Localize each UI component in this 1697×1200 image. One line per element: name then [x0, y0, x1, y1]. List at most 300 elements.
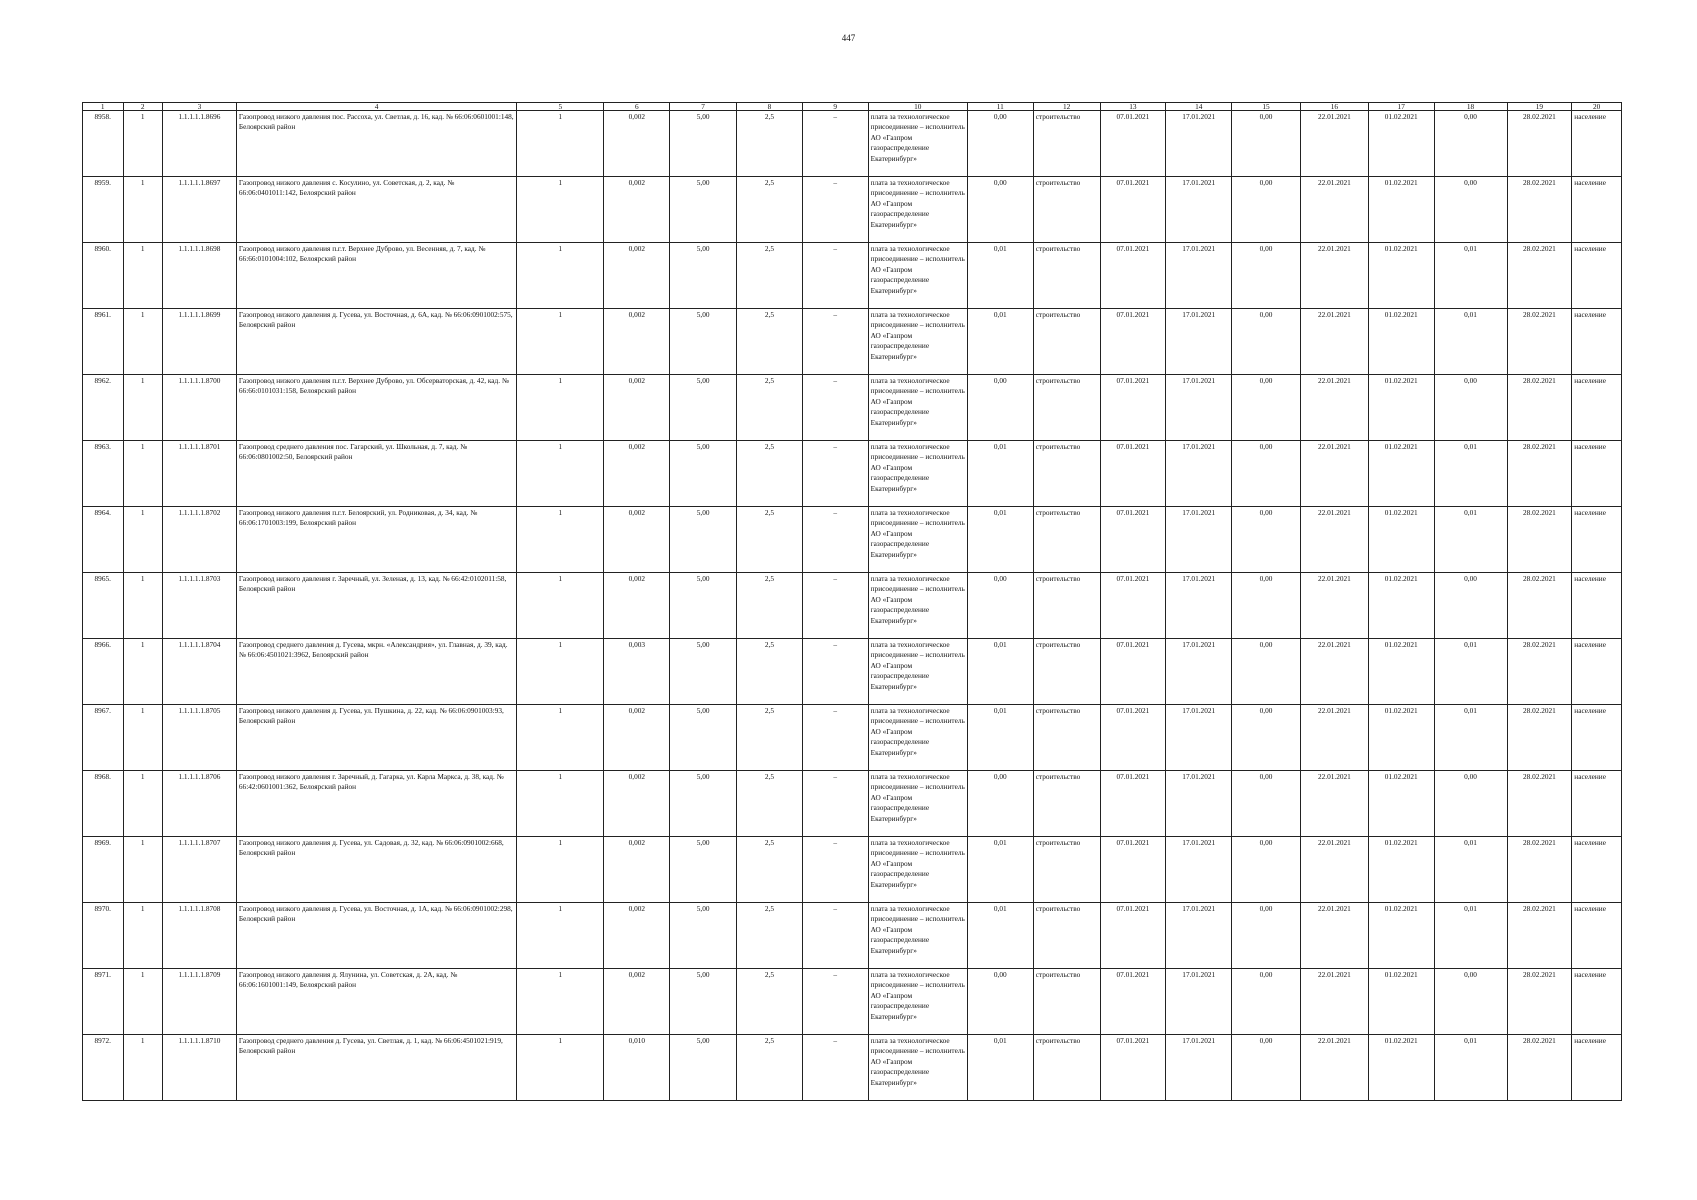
cell-col-2-value: 1 — [123, 903, 162, 969]
cell-col-2-value: 1 — [123, 969, 162, 1035]
cell-col-18-value: 0,01 — [1434, 705, 1507, 771]
cell-length-value: 0,002 — [604, 705, 670, 771]
cell-col-9-value: – — [802, 837, 868, 903]
cell-col-11-value: 0,00 — [967, 969, 1033, 1035]
cell-col-15-value: 0,00 — [1232, 507, 1301, 573]
cell-row-number: 8969. — [83, 837, 124, 903]
cell-date-col-17: 01.02.2021 — [1368, 375, 1434, 441]
cell-diameter-value: 2,5 — [737, 441, 803, 507]
cell-row-number: 8966. — [83, 639, 124, 705]
cell-col-9-value: – — [802, 441, 868, 507]
cell-consumer-category: население — [1572, 1035, 1622, 1101]
cell-object-code: 1.1.1.1.1.8703 — [162, 573, 236, 639]
cell-row-number: 8960. — [83, 243, 124, 309]
cell-financing-source: плата за технологическое присоединение – исполнитель АО «Газпром газораспределение Екатеринбург» — [868, 441, 967, 507]
cell-col-15-value: 0,00 — [1232, 177, 1301, 243]
cell-length-value: 0,010 — [604, 1035, 670, 1101]
cell-date-col-17: 01.02.2021 — [1368, 111, 1434, 177]
cell-object-code: 1.1.1.1.1.8710 — [162, 1035, 236, 1101]
cell-date-col-14: 17.01.2021 — [1166, 771, 1232, 837]
cell-col-5-value: 1 — [517, 111, 604, 177]
cell-date-col-17: 01.02.2021 — [1368, 1035, 1434, 1101]
cell-col-2-value: 1 — [123, 441, 162, 507]
cell-date-col-13: 07.01.2021 — [1100, 639, 1166, 705]
cell-col-5-value: 1 — [517, 375, 604, 441]
column-header-12: 12 — [1033, 103, 1100, 111]
cell-date-col-19: 28.02.2021 — [1507, 507, 1572, 573]
cell-date-col-19: 28.02.2021 — [1507, 375, 1572, 441]
cell-object-code: 1.1.1.1.1.8701 — [162, 441, 236, 507]
cell-col-18-value: 0,00 — [1434, 969, 1507, 1035]
cell-object-description: Газопровод низкого давления п.г.т. Верхнее Дуброво, ул. Обсерваторская, д. 42, кад. № 66:66:0101031:158, Белоярский район — [236, 375, 516, 441]
cell-col-9-value: – — [802, 639, 868, 705]
table-row — [83, 1035, 1622, 1101]
cell-diameter-value: 2,5 — [737, 507, 803, 573]
cell-row-number: 8961. — [83, 309, 124, 375]
cell-date-col-17: 01.02.2021 — [1368, 903, 1434, 969]
column-header-14: 14 — [1166, 103, 1232, 111]
table-row — [83, 705, 1622, 771]
cell-date-col-13: 07.01.2021 — [1100, 243, 1166, 309]
cell-object-description: Газопровод среднего давления пос. Гагарский, ул. Школьная, д. 7, кад. № 66:06:0801002:50, Белоярский район — [236, 441, 516, 507]
cell-consumer-category: население — [1572, 375, 1622, 441]
cell-col-5-value: 1 — [517, 243, 604, 309]
cell-col-11-value: 0,01 — [967, 705, 1033, 771]
cell-col-18-value: 0,01 — [1434, 639, 1507, 705]
cell-financing-source: плата за технологическое присоединение – исполнитель АО «Газпром газораспределение Екатеринбург» — [868, 969, 967, 1035]
cell-date-col-14: 17.01.2021 — [1166, 969, 1232, 1035]
cell-financing-source: плата за технологическое присоединение – исполнитель АО «Газпром газораспределение Екатеринбург» — [868, 243, 967, 309]
table-body — [83, 111, 1622, 1101]
cell-consumer-category: население — [1572, 507, 1622, 573]
column-header-6: 6 — [604, 103, 670, 111]
cell-col-9-value: – — [802, 177, 868, 243]
cell-work-type: строительство — [1033, 177, 1100, 243]
cell-date-col-17: 01.02.2021 — [1368, 243, 1434, 309]
cell-consumer-category: население — [1572, 573, 1622, 639]
cell-length-value: 0,002 — [604, 507, 670, 573]
cell-date-col-13: 07.01.2021 — [1100, 507, 1166, 573]
cell-length-value: 0,002 — [604, 837, 670, 903]
cell-date-col-19: 28.02.2021 — [1507, 309, 1572, 375]
cell-date-col-16: 22.01.2021 — [1300, 243, 1368, 309]
cell-col-11-value: 0,01 — [967, 441, 1033, 507]
cell-date-col-13: 07.01.2021 — [1100, 969, 1166, 1035]
cell-col-2-value: 1 — [123, 309, 162, 375]
cell-object-description: Газопровод среднего давления д. Гусева, ул. Светлая, д. 1, кад. № 66:06:4501021:919, Белоярский район — [236, 1035, 516, 1101]
cell-object-code: 1.1.1.1.1.8706 — [162, 771, 236, 837]
cell-col-11-value: 0,01 — [967, 1035, 1033, 1101]
cell-pressure-value: 5,00 — [670, 705, 737, 771]
column-header-16: 16 — [1300, 103, 1368, 111]
cell-date-col-16: 22.01.2021 — [1300, 309, 1368, 375]
cell-date-col-14: 17.01.2021 — [1166, 441, 1232, 507]
cell-length-value: 0,002 — [604, 771, 670, 837]
cell-date-col-16: 22.01.2021 — [1300, 903, 1368, 969]
cell-col-18-value: 0,00 — [1434, 573, 1507, 639]
cell-date-col-19: 28.02.2021 — [1507, 1035, 1572, 1101]
cell-col-18-value: 0,00 — [1434, 177, 1507, 243]
cell-col-9-value: – — [802, 309, 868, 375]
cell-object-code: 1.1.1.1.1.8699 — [162, 309, 236, 375]
cell-col-9-value: – — [802, 507, 868, 573]
cell-col-5-value: 1 — [517, 639, 604, 705]
cell-date-col-14: 17.01.2021 — [1166, 837, 1232, 903]
cell-length-value: 0,002 — [604, 243, 670, 309]
cell-object-description: Газопровод низкого давления д. Гусева, ул. Восточная, д. 6А, кад. № 66:06:0901002:575, Белоярский район — [236, 309, 516, 375]
cell-date-col-13: 07.01.2021 — [1100, 309, 1166, 375]
cell-object-description: Газопровод низкого давления с. Косулино, ул. Советская, д. 2, кад. № 66:06:0401011:142, Белоярский район — [236, 177, 516, 243]
cell-object-code: 1.1.1.1.1.8708 — [162, 903, 236, 969]
cell-col-11-value: 0,01 — [967, 903, 1033, 969]
cell-col-15-value: 0,00 — [1232, 969, 1301, 1035]
cell-col-15-value: 0,00 — [1232, 639, 1301, 705]
cell-pressure-value: 5,00 — [670, 639, 737, 705]
cell-work-type: строительство — [1033, 1035, 1100, 1101]
cell-date-col-16: 22.01.2021 — [1300, 837, 1368, 903]
cell-col-15-value: 0,00 — [1232, 771, 1301, 837]
column-header-20: 20 — [1572, 103, 1622, 111]
cell-object-description: Газопровод низкого давления пос. Рассоха, ул. Светлая, д. 16, кад. № 66:06:0601001:148, Белоярский район — [236, 111, 516, 177]
cell-date-col-16: 22.01.2021 — [1300, 969, 1368, 1035]
cell-col-5-value: 1 — [517, 837, 604, 903]
cell-col-9-value: – — [802, 1035, 868, 1101]
cell-date-col-17: 01.02.2021 — [1368, 507, 1434, 573]
cell-diameter-value: 2,5 — [737, 309, 803, 375]
cell-work-type: строительство — [1033, 969, 1100, 1035]
cell-col-5-value: 1 — [517, 573, 604, 639]
cell-date-col-19: 28.02.2021 — [1507, 243, 1572, 309]
cell-financing-source: плата за технологическое присоединение – исполнитель АО «Газпром газораспределение Екатеринбург» — [868, 375, 967, 441]
cell-consumer-category: население — [1572, 771, 1622, 837]
cell-date-col-16: 22.01.2021 — [1300, 177, 1368, 243]
cell-date-col-14: 17.01.2021 — [1166, 177, 1232, 243]
table-row — [83, 111, 1622, 177]
cell-date-col-19: 28.02.2021 — [1507, 111, 1572, 177]
cell-col-18-value: 0,00 — [1434, 375, 1507, 441]
column-header-11: 11 — [967, 103, 1033, 111]
cell-length-value: 0,002 — [604, 969, 670, 1035]
cell-object-description: Газопровод низкого давления д. Гусева, ул. Пушкина, д. 22, кад. № 66:06:0901003:93, Белоярский район — [236, 705, 516, 771]
cell-work-type: строительство — [1033, 771, 1100, 837]
cell-col-15-value: 0,00 — [1232, 243, 1301, 309]
cell-date-col-19: 28.02.2021 — [1507, 837, 1572, 903]
cell-date-col-13: 07.01.2021 — [1100, 573, 1166, 639]
cell-financing-source: плата за технологическое присоединение – исполнитель АО «Газпром газораспределение Екатеринбург» — [868, 639, 967, 705]
cell-date-col-14: 17.01.2021 — [1166, 309, 1232, 375]
cell-object-code: 1.1.1.1.1.8697 — [162, 177, 236, 243]
cell-date-col-13: 07.01.2021 — [1100, 441, 1166, 507]
cell-work-type: строительство — [1033, 441, 1100, 507]
cell-col-2-value: 1 — [123, 507, 162, 573]
cell-object-description: Газопровод низкого давления д. Ялунина, ул. Советская, д. 2А, кад. № 66:06:1601001:149, Белоярский район — [236, 969, 516, 1035]
cell-work-type: строительство — [1033, 705, 1100, 771]
cell-col-15-value: 0,00 — [1232, 441, 1301, 507]
cell-work-type: строительство — [1033, 837, 1100, 903]
cell-pressure-value: 5,00 — [670, 969, 737, 1035]
column-header-7: 7 — [670, 103, 737, 111]
column-header-19: 19 — [1507, 103, 1572, 111]
cell-object-code: 1.1.1.1.1.8702 — [162, 507, 236, 573]
table-row — [83, 507, 1622, 573]
cell-pressure-value: 5,00 — [670, 903, 737, 969]
cell-pressure-value: 5,00 — [670, 111, 737, 177]
cell-col-2-value: 1 — [123, 705, 162, 771]
table-row — [83, 639, 1622, 705]
cell-financing-source: плата за технологическое присоединение – исполнитель АО «Газпром газораспределение Екатеринбург» — [868, 507, 967, 573]
cell-pressure-value: 5,00 — [670, 1035, 737, 1101]
cell-col-2-value: 1 — [123, 639, 162, 705]
cell-date-col-13: 07.01.2021 — [1100, 771, 1166, 837]
cell-col-5-value: 1 — [517, 903, 604, 969]
cell-col-9-value: – — [802, 903, 868, 969]
cell-object-description: Газопровод низкого давления п.г.т. Белоярский, ул. Родниковая, д. 34, кад. № 66:06:1701003:199, Белоярский район — [236, 507, 516, 573]
column-header-18: 18 — [1434, 103, 1507, 111]
cell-col-2-value: 1 — [123, 1035, 162, 1101]
cell-date-col-19: 28.02.2021 — [1507, 903, 1572, 969]
cell-pressure-value: 5,00 — [670, 309, 737, 375]
cell-row-number: 8968. — [83, 771, 124, 837]
cell-work-type: строительство — [1033, 507, 1100, 573]
cell-col-2-value: 1 — [123, 111, 162, 177]
cell-diameter-value: 2,5 — [737, 375, 803, 441]
cell-col-15-value: 0,00 — [1232, 375, 1301, 441]
cell-pressure-value: 5,00 — [670, 177, 737, 243]
cell-object-description: Газопровод низкого давления д. Гусева, ул. Садовая, д. 32, кад. № 66:06:0901002:668, Белоярский район — [236, 837, 516, 903]
cell-work-type: строительство — [1033, 111, 1100, 177]
cell-diameter-value: 2,5 — [737, 903, 803, 969]
cell-row-number: 8967. — [83, 705, 124, 771]
page-number: 447 — [841, 33, 856, 43]
cell-financing-source: плата за технологическое присоединение – исполнитель АО «Газпром газораспределение Екатеринбург» — [868, 573, 967, 639]
cell-col-18-value: 0,01 — [1434, 507, 1507, 573]
cell-pressure-value: 5,00 — [670, 837, 737, 903]
table-row — [83, 243, 1622, 309]
cell-col-2-value: 1 — [123, 177, 162, 243]
cell-financing-source: плата за технологическое присоединение – исполнитель АО «Газпром газораспределение Екатеринбург» — [868, 771, 967, 837]
cell-date-col-14: 17.01.2021 — [1166, 111, 1232, 177]
cell-col-2-value: 1 — [123, 573, 162, 639]
cell-consumer-category: население — [1572, 705, 1622, 771]
cell-col-2-value: 1 — [123, 243, 162, 309]
cell-col-18-value: 0,01 — [1434, 1035, 1507, 1101]
cell-date-col-19: 28.02.2021 — [1507, 969, 1572, 1035]
header-row — [83, 103, 1622, 111]
cell-row-number: 8963. — [83, 441, 124, 507]
cell-work-type: строительство — [1033, 573, 1100, 639]
column-header-17: 17 — [1368, 103, 1434, 111]
cell-length-value: 0,002 — [604, 573, 670, 639]
cell-date-col-16: 22.01.2021 — [1300, 639, 1368, 705]
cell-diameter-value: 2,5 — [737, 1035, 803, 1101]
cell-date-col-14: 17.01.2021 — [1166, 375, 1232, 441]
cell-diameter-value: 2,5 — [737, 243, 803, 309]
cell-col-2-value: 1 — [123, 771, 162, 837]
cell-date-col-14: 17.01.2021 — [1166, 903, 1232, 969]
cell-date-col-19: 28.02.2021 — [1507, 441, 1572, 507]
cell-object-code: 1.1.1.1.1.8704 — [162, 639, 236, 705]
cell-col-9-value: – — [802, 969, 868, 1035]
column-header-8: 8 — [737, 103, 803, 111]
cell-col-18-value: 0,01 — [1434, 903, 1507, 969]
cell-col-9-value: – — [802, 705, 868, 771]
cell-diameter-value: 2,5 — [737, 771, 803, 837]
cell-col-5-value: 1 — [517, 705, 604, 771]
column-header-4: 4 — [236, 103, 516, 111]
cell-col-18-value: 0,00 — [1434, 771, 1507, 837]
cell-work-type: строительство — [1033, 639, 1100, 705]
cell-col-5-value: 1 — [517, 309, 604, 375]
cell-consumer-category: население — [1572, 903, 1622, 969]
cell-pressure-value: 5,00 — [670, 441, 737, 507]
cell-col-18-value: 0,01 — [1434, 309, 1507, 375]
cell-date-col-14: 17.01.2021 — [1166, 507, 1232, 573]
cell-financing-source: плата за технологическое присоединение – исполнитель АО «Газпром газораспределение Екатеринбург» — [868, 111, 967, 177]
cell-row-number: 8971. — [83, 969, 124, 1035]
cell-col-11-value: 0,01 — [967, 309, 1033, 375]
cell-length-value: 0,002 — [604, 309, 670, 375]
cell-col-15-value: 0,00 — [1232, 111, 1301, 177]
column-header-1: 1 — [83, 103, 124, 111]
cell-consumer-category: население — [1572, 309, 1622, 375]
cell-col-15-value: 0,00 — [1232, 573, 1301, 639]
cell-object-code: 1.1.1.1.1.8707 — [162, 837, 236, 903]
cell-date-col-14: 17.01.2021 — [1166, 1035, 1232, 1101]
cell-col-9-value: – — [802, 111, 868, 177]
cell-object-description: Газопровод среднего давления д. Гусева, мкрн. «Александрия», ул. Главная, д. 39, кад. № 66:06:4501021:3962, Белоярский район — [236, 639, 516, 705]
cell-date-col-16: 22.01.2021 — [1300, 507, 1368, 573]
cell-col-18-value: 0,01 — [1434, 441, 1507, 507]
cell-pressure-value: 5,00 — [670, 375, 737, 441]
cell-pressure-value: 5,00 — [670, 507, 737, 573]
cell-length-value: 0,002 — [604, 441, 670, 507]
cell-diameter-value: 2,5 — [737, 177, 803, 243]
cell-date-col-19: 28.02.2021 — [1507, 177, 1572, 243]
cell-row-number: 8959. — [83, 177, 124, 243]
cell-consumer-category: население — [1572, 639, 1622, 705]
cell-object-description: Газопровод низкого давления п.г.т. Верхнее Дуброво, ул. Весенняя, д. 7, кад. № 66:66:0101004:102, Белоярский район — [236, 243, 516, 309]
table-row — [83, 375, 1622, 441]
cell-financing-source: плата за технологическое присоединение – исполнитель АО «Газпром газораспределение Екатеринбург» — [868, 903, 967, 969]
cell-diameter-value: 2,5 — [737, 837, 803, 903]
cell-col-11-value: 0,00 — [967, 375, 1033, 441]
column-header-5: 5 — [517, 103, 604, 111]
cell-row-number: 8970. — [83, 903, 124, 969]
cell-diameter-value: 2,5 — [737, 969, 803, 1035]
cell-length-value: 0,002 — [604, 177, 670, 243]
cell-consumer-category: население — [1572, 969, 1622, 1035]
cell-length-value: 0,003 — [604, 639, 670, 705]
cell-date-col-17: 01.02.2021 — [1368, 969, 1434, 1035]
cell-col-11-value: 0,01 — [967, 837, 1033, 903]
table-row — [83, 177, 1622, 243]
cell-col-11-value: 0,00 — [967, 771, 1033, 837]
column-header-2: 2 — [123, 103, 162, 111]
cell-col-11-value: 0,01 — [967, 507, 1033, 573]
cell-pressure-value: 5,00 — [670, 243, 737, 309]
cell-date-col-14: 17.01.2021 — [1166, 243, 1232, 309]
cell-diameter-value: 2,5 — [737, 573, 803, 639]
cell-object-code: 1.1.1.1.1.8700 — [162, 375, 236, 441]
cell-col-18-value: 0,01 — [1434, 837, 1507, 903]
cell-date-col-13: 07.01.2021 — [1100, 903, 1166, 969]
cell-col-9-value: – — [802, 243, 868, 309]
cell-financing-source: плата за технологическое присоединение – исполнитель АО «Газпром газораспределение Екатеринбург» — [868, 705, 967, 771]
cell-date-col-13: 07.01.2021 — [1100, 375, 1166, 441]
cell-date-col-17: 01.02.2021 — [1368, 639, 1434, 705]
cell-consumer-category: население — [1572, 177, 1622, 243]
cell-col-11-value: 0,00 — [967, 177, 1033, 243]
cell-date-col-16: 22.01.2021 — [1300, 375, 1368, 441]
cell-date-col-13: 07.01.2021 — [1100, 177, 1166, 243]
cell-work-type: строительство — [1033, 309, 1100, 375]
cell-date-col-16: 22.01.2021 — [1300, 705, 1368, 771]
cell-date-col-17: 01.02.2021 — [1368, 573, 1434, 639]
cell-diameter-value: 2,5 — [737, 639, 803, 705]
cell-col-9-value: – — [802, 771, 868, 837]
cell-financing-source: плата за технологическое присоединение – исполнитель АО «Газпром газораспределение Екатеринбург» — [868, 1035, 967, 1101]
table-row — [83, 309, 1622, 375]
cell-financing-source: плата за технологическое присоединение – исполнитель АО «Газпром газораспределение Екатеринбург» — [868, 837, 967, 903]
column-header-10: 10 — [868, 103, 967, 111]
cell-col-5-value: 1 — [517, 507, 604, 573]
cell-date-col-17: 01.02.2021 — [1368, 441, 1434, 507]
cell-col-5-value: 1 — [517, 177, 604, 243]
cell-work-type: строительство — [1033, 243, 1100, 309]
cell-date-col-16: 22.01.2021 — [1300, 573, 1368, 639]
cell-length-value: 0,002 — [604, 111, 670, 177]
table-row — [83, 969, 1622, 1035]
cell-col-5-value: 1 — [517, 969, 604, 1035]
cell-col-15-value: 0,00 — [1232, 903, 1301, 969]
cell-col-5-value: 1 — [517, 771, 604, 837]
cell-col-9-value: – — [802, 573, 868, 639]
cell-object-code: 1.1.1.1.1.8709 — [162, 969, 236, 1035]
cell-object-description: Газопровод низкого давления г. Заречный, д. Гагарка, ул. Карла Маркса, д. 38, кад. № 66:42:0601001:362, Белоярский район — [236, 771, 516, 837]
column-header-15: 15 — [1232, 103, 1301, 111]
cell-col-11-value: 0,00 — [967, 573, 1033, 639]
cell-date-col-13: 07.01.2021 — [1100, 837, 1166, 903]
cell-date-col-16: 22.01.2021 — [1300, 771, 1368, 837]
cell-col-11-value: 0,01 — [967, 639, 1033, 705]
cell-col-2-value: 1 — [123, 837, 162, 903]
cell-date-col-19: 28.02.2021 — [1507, 573, 1572, 639]
cell-object-description: Газопровод низкого давления г. Заречный, ул. Зеленая, д. 13, кад. № 66:42:0102011:58, Белоярский район — [236, 573, 516, 639]
cell-date-col-17: 01.02.2021 — [1368, 771, 1434, 837]
cell-date-col-13: 07.01.2021 — [1100, 705, 1166, 771]
cell-col-15-value: 0,00 — [1232, 837, 1301, 903]
cell-financing-source: плата за технологическое присоединение – исполнитель АО «Газпром газораспределение Екатеринбург» — [868, 309, 967, 375]
cell-date-col-13: 07.01.2021 — [1100, 1035, 1166, 1101]
cell-object-code: 1.1.1.1.1.8698 — [162, 243, 236, 309]
table-row — [83, 771, 1622, 837]
cell-col-18-value: 0,00 — [1434, 111, 1507, 177]
cell-col-15-value: 0,00 — [1232, 309, 1301, 375]
cell-financing-source: плата за технологическое присоединение – исполнитель АО «Газпром газораспределение Екатеринбург» — [868, 177, 967, 243]
cell-row-number: 8958. — [83, 111, 124, 177]
cell-col-15-value: 0,00 — [1232, 705, 1301, 771]
cell-col-5-value: 1 — [517, 441, 604, 507]
cell-date-col-13: 07.01.2021 — [1100, 111, 1166, 177]
table-row — [83, 441, 1622, 507]
column-header-9: 9 — [802, 103, 868, 111]
cell-date-col-16: 22.01.2021 — [1300, 1035, 1368, 1101]
cell-date-col-19: 28.02.2021 — [1507, 639, 1572, 705]
cell-date-col-17: 01.02.2021 — [1368, 309, 1434, 375]
cell-col-5-value: 1 — [517, 1035, 604, 1101]
cell-row-number: 8964. — [83, 507, 124, 573]
table-row — [83, 837, 1622, 903]
